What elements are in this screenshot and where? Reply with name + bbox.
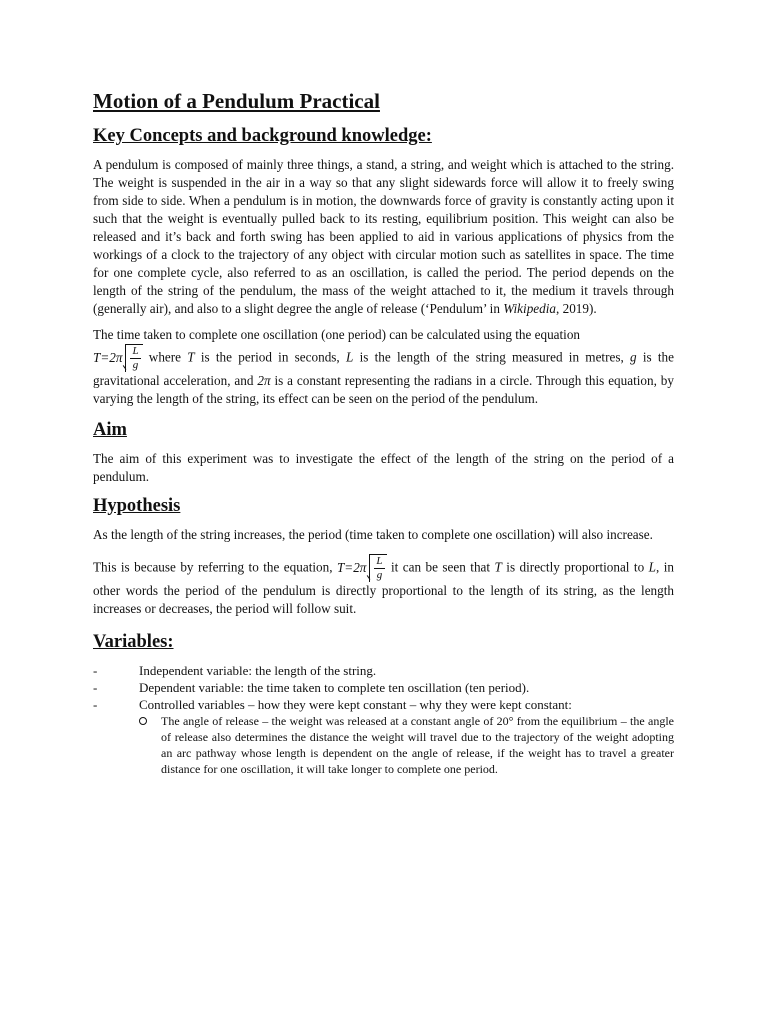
variables-list: [93, 662, 674, 777]
period-equation-inline: T=2π $\frac{L}{g}$: [337, 560, 387, 575]
section-heading-key-concepts: Key Concepts and background knowledge:: [93, 126, 432, 146]
citation-source: Wikipedia: [503, 301, 556, 316]
list-item: - Independent variable: the length of the string.: [93, 662, 674, 679]
document-page: [93, 88, 674, 777]
period-equation: T=2π $\frac{L}{g}$: [93, 350, 143, 365]
list-item: The angle of release – the weight was released at a constant angle of 20° from the equilibrium – the angle of release also determines the distance the weight will travel due to the trajectory of the weight adopting an arc pathway whose length is dependent on the angle of release, if the weight has to travel a greater distance for one oscillation, it will take longer to complete one period.: [139, 713, 674, 777]
paragraph-hypothesis: As the length of the string increases, the period (time taken to complete one oscillation) will also increase.: [93, 527, 653, 542]
paragraph-equation: The time taken to complete one oscillation (one period) can be calculated using the equation T=2π $\frac{L}{g}$ where T is the period in seconds, L is the length of the string measured in metres, g is the gravitational acceleration, and 2π is a constant representing the radians in a circle. Through this equation, by varying the length of the string, its effect can be seen on the period of the pendulum.: [93, 327, 675, 406]
section-heading-aim: Aim: [93, 420, 127, 440]
controlled-variables-list: [139, 713, 674, 777]
paragraph-aim: The aim of this experiment was to investigate the effect of the length of the string on the period of a pendulum.: [93, 451, 674, 484]
section-heading-hypothesis: Hypothesis: [93, 496, 181, 516]
section-heading-variables: Variables:: [93, 632, 174, 652]
list-item: - Controlled variables – how they were kept constant – why they were kept constant: The angle of release – the weight was released at a constant angle of 20° from the equilibrium – the angle of release also determines the distance the weight will travel due to the trajectory of the weight adopting an arc pathway whose length is dependent on the angle of release, if the weight has to travel a greater distance for one oscillation, it will take longer to complete one period.: [93, 696, 674, 777]
list-item: - Dependent variable: the time taken to complete ten oscillation (ten period).: [93, 679, 674, 696]
paragraph-background: A pendulum is composed of mainly three things, a stand, a string, and weight which is attached to the string. The weight is suspended in the air in a way so that any slight sidewards force will allow it to freely swing from side to side. When a pendulum is in motion, the downwards force of gravity is constantly acting upon it such that the weight is eventually pulled back to its resting, equilibrium position. This weight can also be released and it’s back and forth swing has been applied to aid in various applications of physics from the workings of a clock to the trajectory of any object with circular motion such as satellites in space. The time for one complete cycle, also referred to as an oscillation, is called the period. The period depends on the length of the string of the pendulum, the mass of the weight attached to it, the medium it travels through (generally air), and also to a slight degree the angle of release (‘Pendulum’ in Wikipedia, 2019).: [93, 157, 674, 316]
document-title: Motion of a Pendulum Practical: [93, 89, 380, 113]
paragraph-hypothesis-reason: This is because by referring to the equation, T=2π $\frac{L}{g}$ it can be seen that T is directly proportional to L, in other words the period of the pendulum is directly proportional to the length of its string, as the length increases or decreases, the period will follow suit.: [93, 555, 674, 616]
